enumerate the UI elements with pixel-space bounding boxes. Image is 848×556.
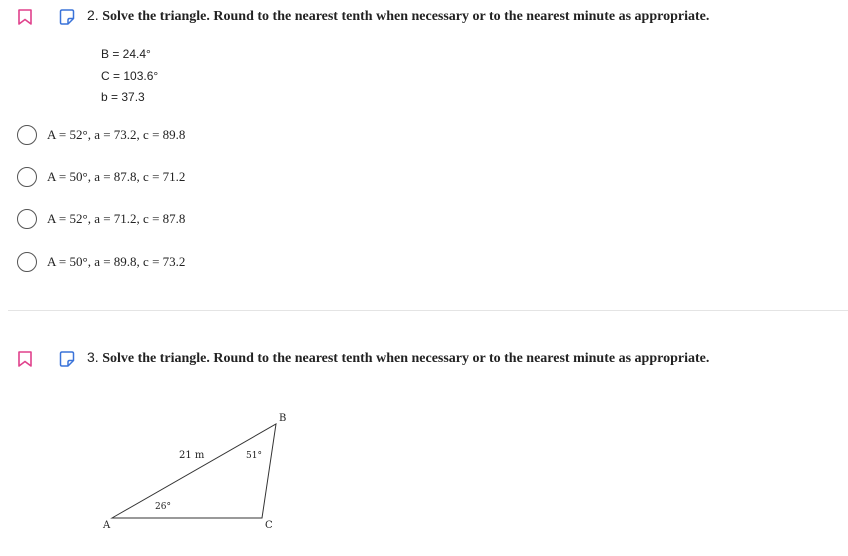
- vertex-a-label: A: [103, 520, 111, 531]
- triangle-figure: [96, 408, 296, 534]
- question-2-number: 2.: [87, 7, 99, 23]
- note-icon[interactable]: [58, 8, 76, 26]
- angle-b-label: 51°: [246, 451, 262, 461]
- question-3-number: 3.: [87, 349, 99, 365]
- given-b-angle: B = 24.4°: [101, 47, 151, 61]
- question-2-prompt: [87, 7, 709, 25]
- bookmark-icon[interactable]: [16, 8, 34, 26]
- bookmark-icon[interactable]: [16, 350, 34, 368]
- question-2-given: [101, 44, 158, 109]
- choice-4[interactable]: [17, 251, 185, 273]
- vertex-c-label: C: [265, 520, 273, 531]
- triangle-shape: [112, 424, 276, 518]
- radio-button[interactable]: [17, 209, 37, 229]
- angle-a-label: 26°: [155, 502, 171, 512]
- radio-button[interactable]: [17, 125, 37, 145]
- radio-button[interactable]: [17, 252, 37, 272]
- choice-4-text: A = 50°, a = 89.8, c = 73.2: [47, 254, 186, 269]
- given-c-angle: C = 103.6°: [101, 68, 159, 83]
- given-b-side: b = 37.3: [101, 90, 145, 104]
- question-2-prompt-text: Solve the triangle. Round to the nearest tenth when necessary or to the nearest minute as appropriate.: [102, 9, 710, 24]
- radio-button[interactable]: [17, 167, 37, 187]
- question-3-prompt-text: Solve the triangle. Round to the nearest tenth when necessary or to the nearest minute as appropriate.: [102, 351, 710, 366]
- vertex-b-label: B: [279, 413, 287, 424]
- choice-2-text: A = 50°, a = 87.8, c = 71.2: [47, 169, 186, 184]
- choice-1[interactable]: [17, 124, 185, 146]
- side-ab-label: 21 m: [179, 450, 205, 461]
- question-3-prompt: [87, 349, 709, 367]
- note-icon[interactable]: [58, 350, 76, 368]
- choice-2[interactable]: [17, 166, 185, 188]
- choice-3[interactable]: [17, 208, 185, 230]
- choice-3-text: A = 52°, a = 71.2, c = 87.8: [47, 211, 186, 226]
- choice-1-text: A = 52°, a = 73.2, c = 89.8: [47, 127, 186, 142]
- question-divider: [8, 310, 848, 311]
